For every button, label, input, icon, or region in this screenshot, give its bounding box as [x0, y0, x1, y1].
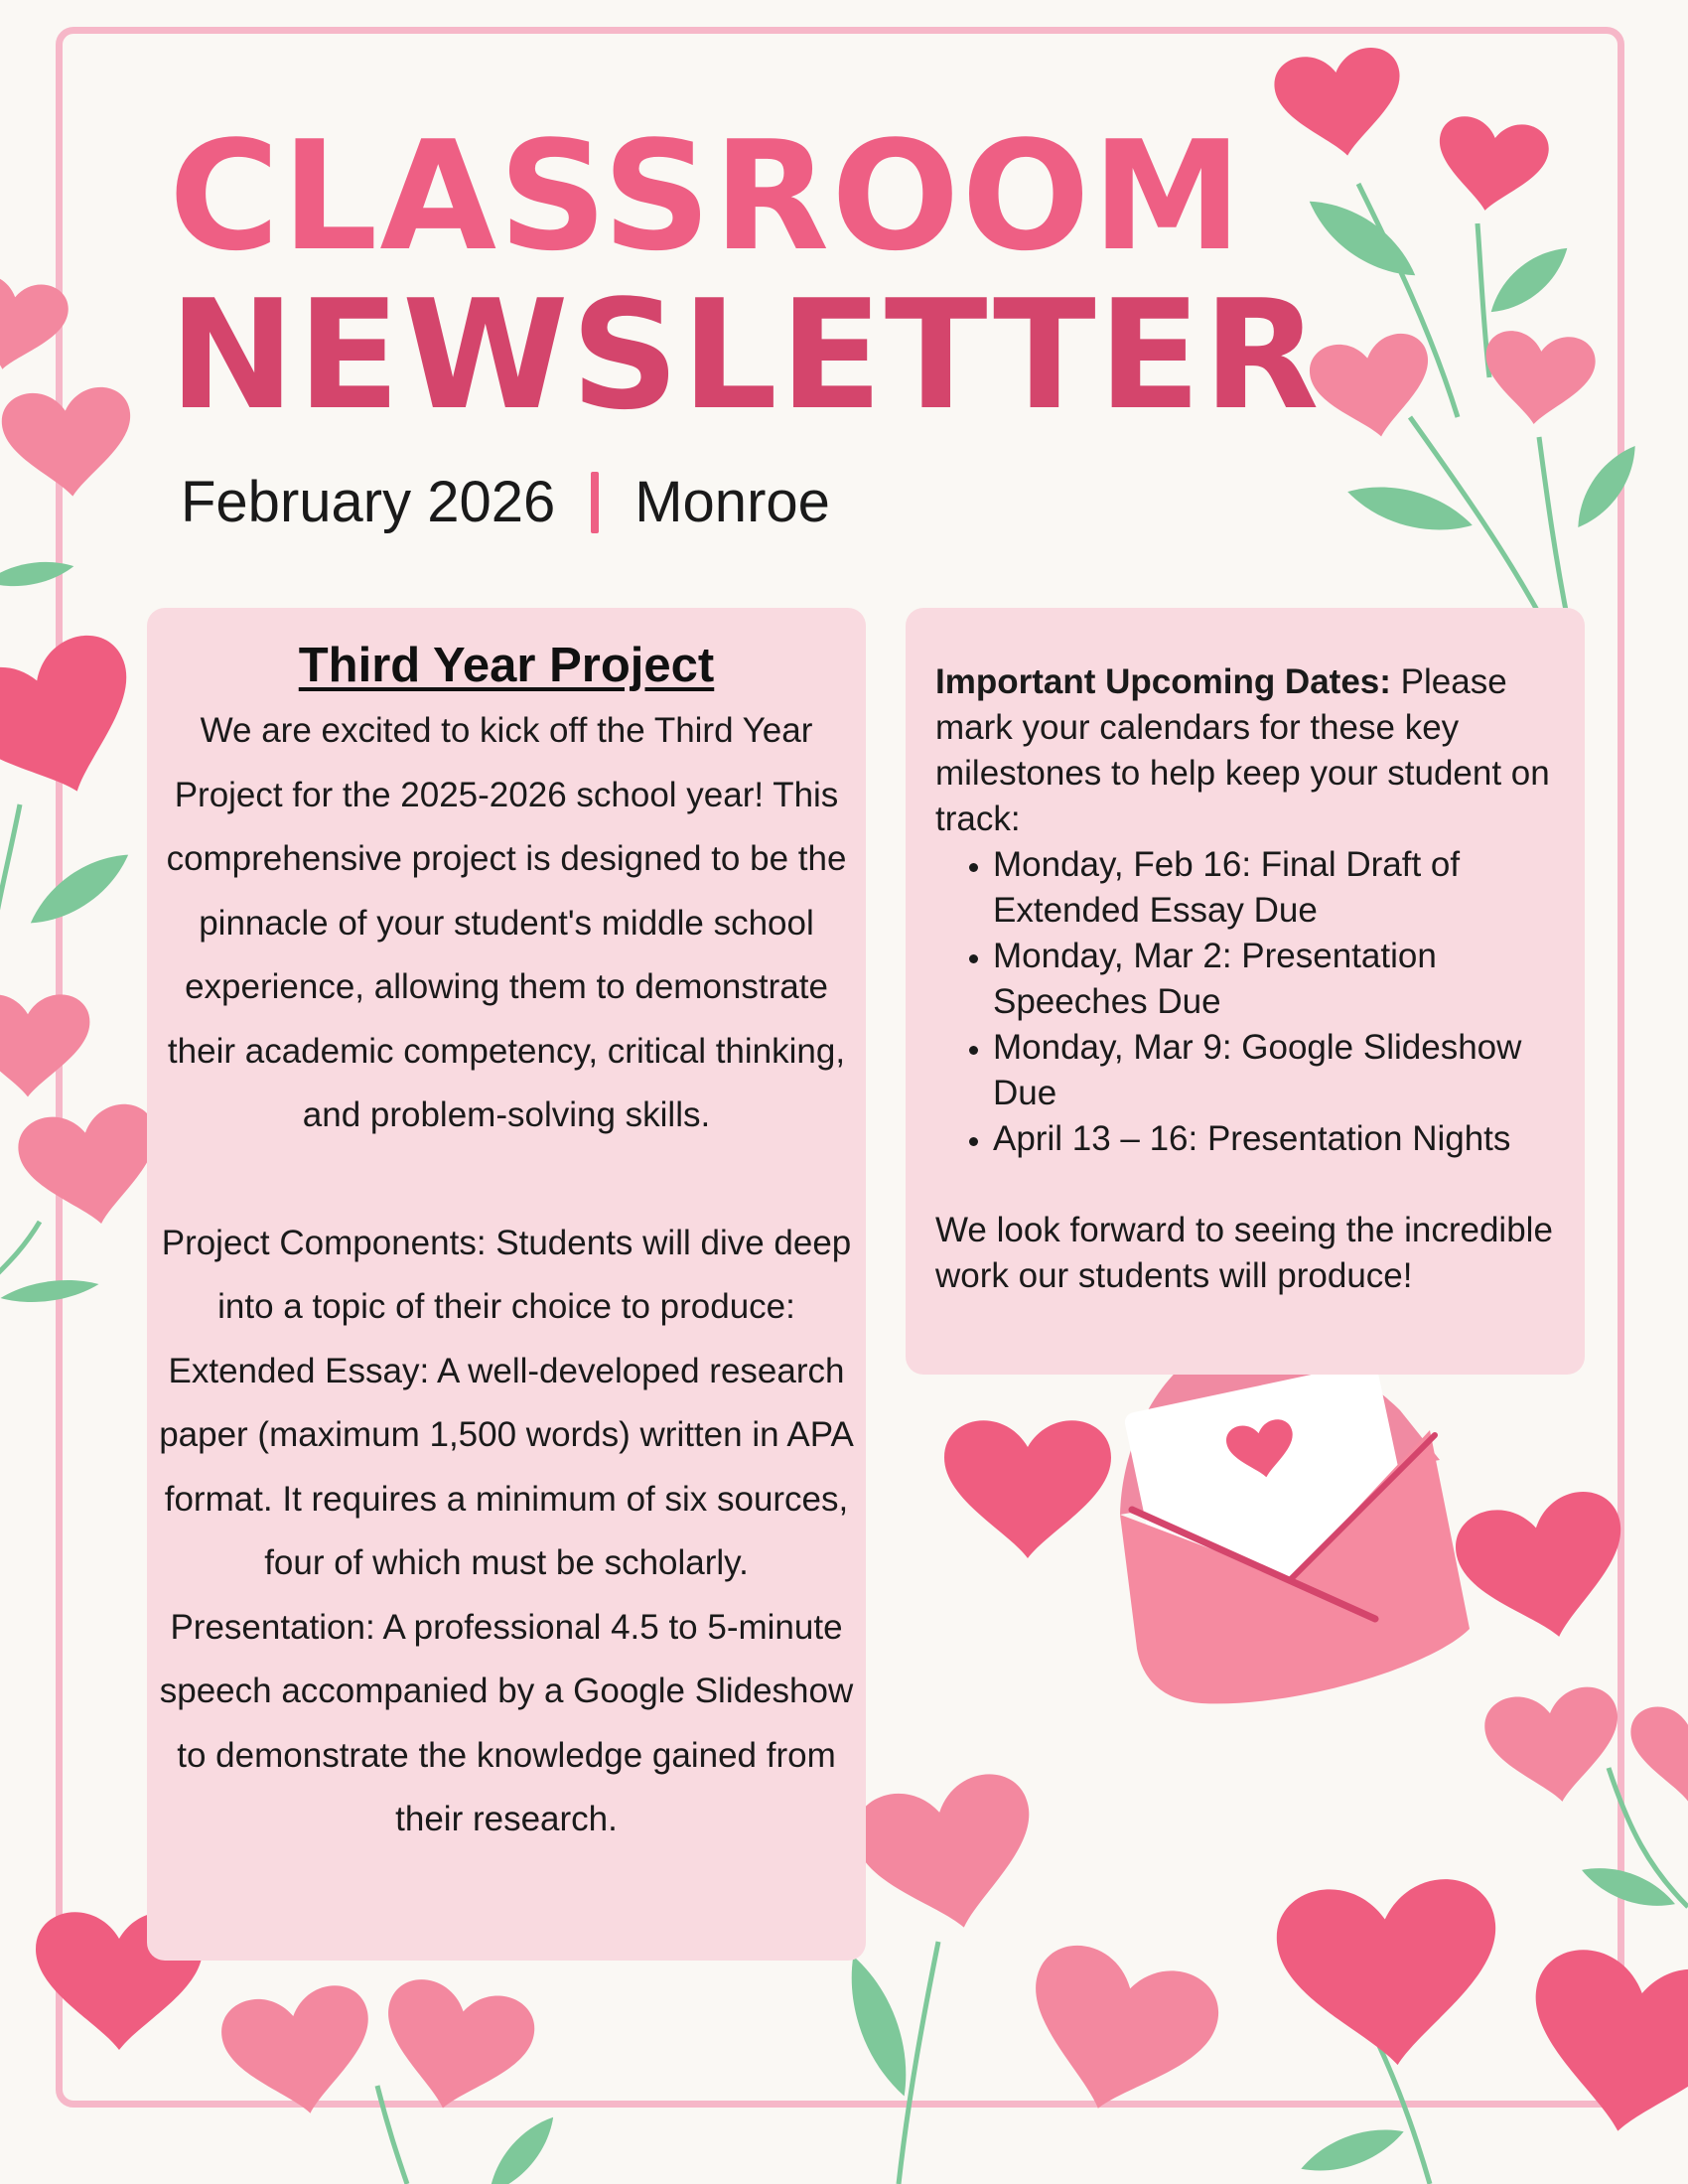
heart-icon [1630, 1706, 1688, 1801]
dates-intro-text: Please mark your calendars for these key milestones to help keep your student on track: [935, 662, 1550, 838]
title-line-2: NEWSLETTER [169, 267, 1322, 443]
list-item: • Monday, Feb 16: Final Draft of Extended Essay Due [993, 842, 1555, 934]
dates-label: Important Upcoming Dates: [935, 662, 1391, 701]
stem-icon [0, 804, 20, 924]
heart-icon [1431, 113, 1552, 218]
leaf-icon [1577, 1857, 1679, 1917]
heart-icon [370, 1973, 540, 2123]
heart-icon [944, 1420, 1111, 1558]
heart-icon [1008, 1936, 1227, 2132]
heart-icon [1480, 1683, 1628, 1812]
list-item: • Monday, Mar 2: Presentation Speeches Due [993, 934, 1555, 1025]
project-card [147, 608, 866, 1961]
envelope-icon [1120, 1341, 1470, 1704]
presentation-description: Presentation: A professional 4.5 to 5-minute speech accompanied by a Google Slideshow to demonstrate the knowledge gained from their research. [159, 1607, 854, 1838]
heart-icon [1449, 1485, 1640, 1655]
newsletter-title [169, 108, 1322, 443]
dates-card [906, 608, 1585, 1375]
project-heading: Third Year Project [298, 639, 715, 692]
dates-intro [935, 659, 1555, 842]
stem-icon [0, 1222, 40, 1276]
heart-icon [847, 1767, 1050, 1946]
leaf-icon [0, 556, 75, 593]
leaf-icon [21, 841, 137, 937]
leaf-icon [1481, 236, 1578, 324]
heart-icon [0, 624, 160, 821]
issue-info [181, 469, 830, 535]
leaf-icon [836, 1950, 921, 2103]
spacer [151, 1148, 862, 1212]
heart-icon [0, 994, 89, 1096]
leaf-icon [479, 2109, 563, 2184]
heart-icon [0, 384, 137, 502]
closing-text: We look forward to seeing the incredible work our students will produce! [935, 1211, 1553, 1295]
issue-date: February 2026 [181, 470, 556, 534]
leaf-icon [1296, 2117, 1408, 2182]
heart-icon [0, 270, 72, 378]
title-line-1: CLASSROOM [169, 108, 1244, 284]
leaf-icon [0, 1274, 100, 1307]
heart-icon [1273, 1875, 1507, 2075]
list-item: • April 13 – 16: Presentation Nights [993, 1116, 1555, 1162]
heart-icon [1479, 329, 1598, 430]
dates-list [935, 842, 1555, 1162]
teacher-name: Monroe [634, 470, 830, 534]
essay-description: Extended Essay: A well-developed research paper (maximum 1,500 words) written in APA format. It requires a minimum of six sources, four of which must be scholarly. [159, 1351, 854, 1582]
heart-icon [216, 1980, 383, 2126]
components-intro: Project Components: Students will dive deep into a topic of their choice to produce: [161, 1223, 852, 1326]
leaf-icon [1566, 438, 1646, 536]
stem-icon [377, 2086, 407, 2184]
divider [591, 472, 599, 533]
project-intro: We are excited to kick off the Third Year Project for the 2025-2026 school year! This comprehensive project is designed to be the pinnacle of your student's middle school experience, allowing them to demonstrate their academic competency, critical thinking, and problem-solving skills. [166, 711, 847, 1134]
heart-icon [1514, 1943, 1688, 2149]
list-item: • Monday, Mar 9: Google Slideshow Due [993, 1025, 1555, 1116]
